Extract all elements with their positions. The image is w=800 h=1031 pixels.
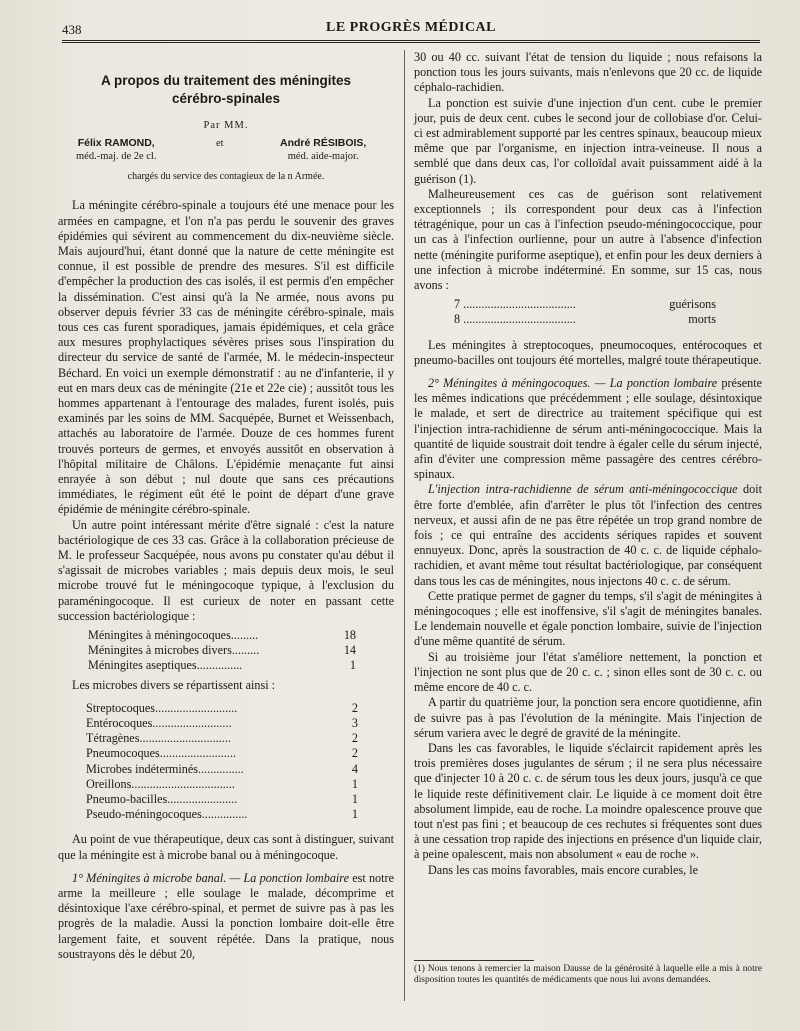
author-1-role: méd.-maj. de 2e cl. — [76, 151, 157, 163]
table-row: Entérocoques.......................... 3 — [86, 716, 358, 731]
header-rule — [62, 40, 760, 43]
table-row: Microbes indéterminés............... 4 — [86, 761, 358, 776]
table-row: 7 ..................................... guérisons — [454, 297, 716, 312]
microbes-table — [86, 701, 358, 823]
footnote: (1) Nous tenons à remercier la maison Dausse de la générosité à laquelle elle a mis à notre disposition toutes les quantités de médicaments que nous lui avons demandées. — [414, 964, 762, 985]
table-row: Oreillons.................................. 1 — [86, 776, 358, 791]
paragraph: Si au troisième jour l'état s'améliore nettement, la ponction et l'injection ne sont plus que de 20 c. c. ; sinon elles sont de 30 c. c. ou même encore de 40 c. c. — [414, 649, 762, 695]
affiliation: chargés du service des contagieux de la n Armée. — [127, 171, 325, 183]
paragraph: Dans les cas favorables, le liquide s'éclaircit rapidement après les trois premières doses jugulantes de sérum ; il ne sera plus nécessaire que d'injecter 10 à 20 c. c. de sérum tous les deux jours, jusqu'à ce que le liquide reste définitivement clair. Le liquide à ce moment doit être absolument limpide, eau de roche. La moindre opalescence prouve que tout n'est pas fini ; et beaucoup de ces rechutes si fréquentes sont dues à une cessation trop rapide des injections en présence d'un liquide clair, à peine opalescent, mais non absolument « eau de roche ». — [414, 740, 762, 862]
author-1-name: Félix RAMOND, — [77, 137, 155, 150]
paragraph: 2° Méningites à méningocoques. — La ponction lombaire présente les mêmes indications que précédemment ; elle soulage, désintoxique le malade, et sert de directrice au traitement spécifique qui est l'injection intra-rachidienne de sérum anti-méningococcique. Mais la quantité de liquide soustrait doit tendre à égaler celle du sérum injecté, afin d'éviter une compression même passagère des centres cérébro-spinaux. — [414, 376, 762, 482]
paragraph: Cette pratique permet de gagner du temps, s'il s'agit de méningites à méningocoques ; elle est inoffensive, s'il s'agit de méningites banales. Le lendemain nouvelle et égale ponction lombaire, suivie de l'injection d'une même quantité de sérum. — [414, 588, 762, 649]
table-row: Pseudo-méningocoques............... 1 — [86, 807, 358, 822]
paragraph: 1° Méningites à microbe banal. — La ponction lombaire est notre arme la meilleure ; elle soulage le malade, décomprime et désintoxique l'axe cérébro-spinal, et permet de suivre pas à pas les progrès de la maladie. Aussi la ponction lombaire doit-elle être largement faite, et souvent répétée. Dans la pratique, nous soustrayons dès le début 20, — [58, 870, 394, 961]
right-column — [414, 50, 762, 878]
table-row: Pneumocoques......................... 2 — [86, 746, 358, 761]
article-title — [58, 72, 394, 108]
column-rule — [404, 50, 405, 1001]
title-line-2: cérébro-spinales — [171, 91, 281, 106]
journal-title: LE PROGRÈS MÉDICAL — [325, 20, 497, 35]
author-2-role: méd. aide-major. — [287, 151, 359, 163]
paragraph: L'injection intra-rachidienne de sérum anti-méningococcique doit être forte d'emblée, afin d'arrêter le plus tôt l'infection des centres nerveux, et aussi afin de ne pas être répétée un trop grand nombre de fois ; ce qui entraîne des accidents sériques rapides et souvent ennuyeux. Donc, après la soustraction de 40 c. c. de liquide céphalo-rachidien, et avant même tout résultat bactériologique, par conséquent dans tous les cas de méningites, nous injectons 40 c. c. de sérum. — [414, 482, 762, 588]
page-number: 438 — [62, 22, 82, 37]
table-row: Méningites à microbes divers......... 14 — [88, 643, 356, 658]
author-2-name: André RÉSIBOIS, — [280, 137, 367, 150]
italic-phrase: L'injection intra-rachidienne de sérum anti-méningococcique — [428, 482, 738, 497]
table-row: Méningites aseptiques............... 1 — [88, 658, 356, 673]
footnote-rule — [414, 960, 534, 961]
author-2 — [280, 137, 366, 163]
table-row: Streptocoques........................... 2 — [86, 700, 358, 715]
table-row: Pneumo-bacilles....................... 1 — [86, 791, 358, 806]
paragraph: 30 ou 40 cc. suivant l'état de tension du liquide ; nous refaisons la ponction tous les jours suivants, mais n'enlevons que 20 cc. de liquide céphalo-rachidien. — [414, 50, 762, 95]
running-head — [62, 20, 760, 42]
paragraph: Dans les cas moins favorables, mais encore curables, le — [428, 862, 699, 877]
paragraph: Un autre point intéressant mérite d'être signalé : c'est la nature bactériologique de ces 33 cas. Grâce à la collaboration précieuse de M. le professeur Sacquépée, nous avons pu constater qu'au début il s'agissait de microbes variables ; mais depuis deux mois, le seul microbe trouvé fut le méningocoque typique, à l'exclusion du paraméningocoque. Il est curieux de noter en passant cette succession bactériologique : — [58, 517, 394, 623]
section-heading: 1° Méningites à microbe banal. — La ponction lombaire — [72, 870, 350, 885]
par-mm: Par MM. — [203, 120, 249, 131]
paragraph: Les microbes divers se répartissent ainsi : — [72, 677, 276, 692]
paragraph: A partir du quatrième jour, la ponction sera encore quotidienne, afin de suivre pas à pas l'évolution de la méningite. Mais l'injection de sérum variera avec le degré de gravité de la méningite. — [414, 695, 762, 740]
author-1 — [76, 137, 156, 163]
paragraph: Au point de vue thérapeutique, deux cas sont à distinguer, suivant que la méningite est à microbe banal ou à méningocoque. — [58, 832, 394, 862]
paragraph: La méningite cérébro-spinale a toujours été une menace pour les armées en campagne, et l'on n'a pas perdu le souvenir des graves épidémies qui sévirent au commencement du dix-neuvième siècle. Mais aujourd'hui, étant donné que la nature de cette méningite est connue, il est possible de prendre des mesures. S'il est difficile d'empêcher la production des cas isolés, il est permis d'en empêcher la dissémination. C'est ainsi qu'à la Ne armée, nous avons pu observer depuis février 33 cas de méningite cérébro-spinale, mais tous ces cas furent sporadiques, jamais épidémiques, et cela grâce aux mesures prophylactiques sévères prises sous l'inspiration du directeur du service de santé de l'armée, M. le médecin-inspecteur Béchard. En voici un exemple démonstratif : au ne d'infanterie, il y eut en mars deux cas de méningite (21e et 22e cie) ; aussitôt tous les hommes appartenant à l'entourage des malades, furent isolés, puis examinés par les soins de MM. Sacquépée, Burnet et Weissenbach, attachés au laboratoire de l'armée. Douze de ces hommes furent trouvés porteurs de germes, et envoyés aussitôt en observation à l'hôpital militaire de Châlons. L'épidémie menaçante fut ainsi enrayée à son début ; nul doute que sans ces précautions immédiates, le régiment eût été le point de départ d'une grave épidémie de méningite cérébro-spinale. — [58, 198, 394, 517]
table-row: Tétragènes.............................. 2 — [86, 731, 358, 746]
paragraph: La ponction est suivie d'une injection d'un cent. cube le premier jour, puis de deux cent. cubes le second jour de collobiase d'or. Celui-ci est admirablement supporté par les centres spinaux, beaucoup mieux même que par l'organisme, en injection intra-veineuse. Il nous a semblé que dans deux cas, l'or colloïdal avait puissamment aidé à la guérison (1). — [414, 95, 762, 186]
paragraph: Malheureusement ces cas de guérison sont relativement exceptionnels ; ils correspondent pour deux cas à l'infection tétragénique, pour un cas à l'infection pseudo-méningococcique, pour un cas à l'infection ourlienne, pour un autre à l'absence d'infection nette (méningite puriforme aseptique), et enfin pour les deux derniers à une infection à microbe indéterminé. En somme, sur 15 cas, nous avons : — [414, 186, 762, 293]
section-heading: 2° Méningites à méningocoques. — La ponction lombaire — [428, 376, 718, 391]
authors — [58, 137, 394, 167]
table-row: Méningites à méningocoques......... 18 — [88, 628, 356, 643]
author-conjunction: et — [216, 138, 224, 150]
cases-table — [88, 628, 356, 674]
paragraph: Les méningites à streptocoques, pneumocoques, entérocoques et pneumo-bacilles ont toujours été mortelles, malgré toute thérapeutique. — [414, 337, 762, 367]
table-row: 8 ..................................... morts — [454, 312, 716, 327]
title-line-1: A propos du traitement des méningites — [100, 73, 352, 88]
outcome-table — [454, 297, 716, 327]
left-column — [58, 50, 394, 962]
